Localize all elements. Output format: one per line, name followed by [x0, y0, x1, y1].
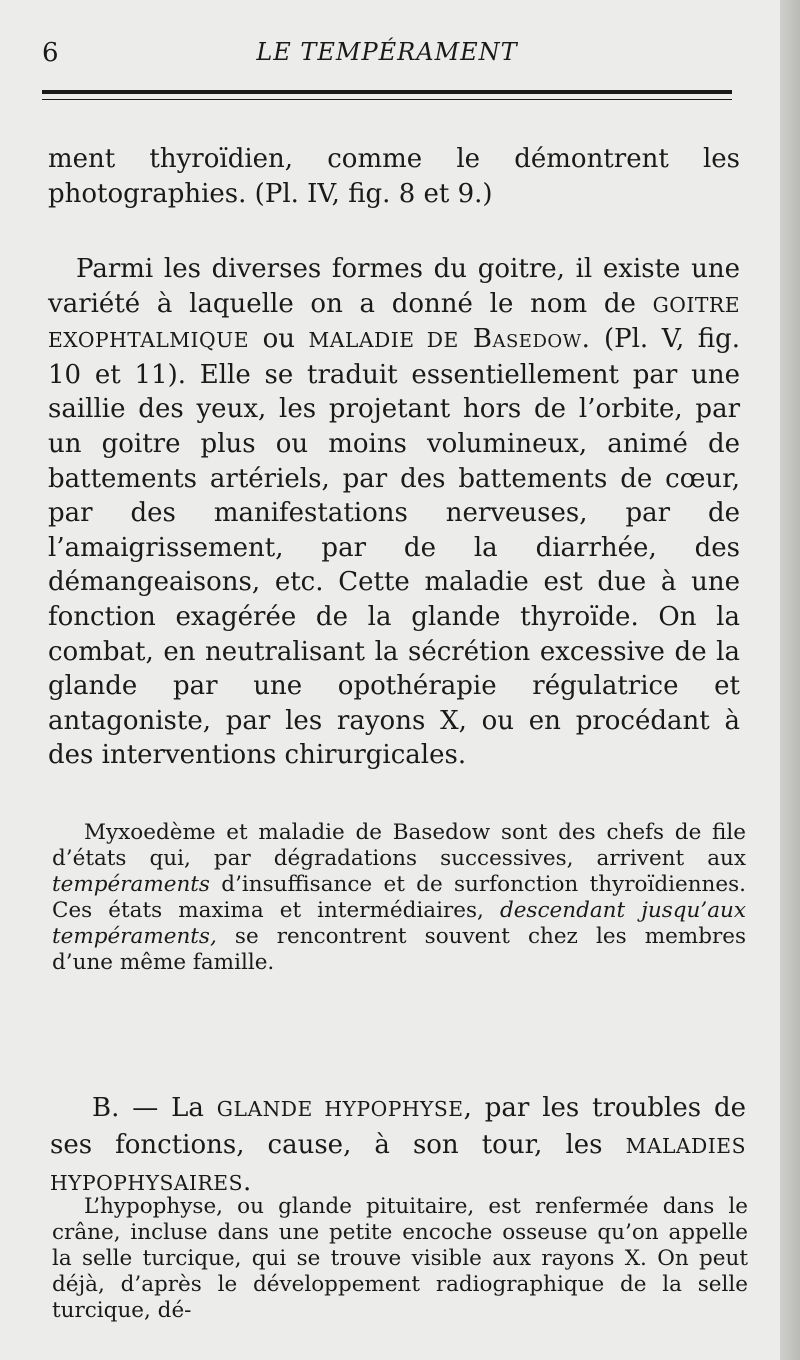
header-rule-thick	[42, 90, 732, 94]
paragraph-5-text: L’hypophyse, ou glande pituitaire, est renfermée dans le crâne, incluse dans une petite encoche osseuse qu’on appelle la selle turcique, qui se trouve visible aux rayons X. On peut déjà, d’après le développement radiographique de la selle turcique, dé-	[52, 1194, 748, 1323]
paragraph-2-or: ou	[249, 324, 309, 355]
header-rule-thin	[42, 99, 732, 100]
paragraph-4-part3: .	[242, 1167, 252, 1197]
paragraph-4-part2: , par les troubles de ses fonctions, cause, à son tour, les	[50, 1093, 747, 1160]
paragraph-2-rest: (Pl. V, fig. 10 et 11). Elle se traduit essentiellement par une saillie des yeux, les projetant hors de l’orbite, par un goitre plus ou moins volumineux, animé de battements artériels, par des battements de cœur, par des manifestations nerveuses, par de l’amaigrissement, par de la diarrhée, des démangeaisons, etc. Cette maladie est due à une fonction exagérée de la glande thyroïde. On la combat, en neutralisant la sécrétion excessive de la glande par une opothérapie régulatrice et antagoniste, par les rayons X, ou en procédant à des interventions chirurgicales.	[48, 324, 741, 771]
term-maladies-hypophysaires: MALADIES HYPOPHYSAIRES	[50, 1134, 746, 1195]
paragraph-4	[50, 1090, 746, 1201]
paragraph-3-part1: Myxoedème et maladie de Basedow sont des chefs de file d’états qui, par dégradations successives, arrivent aux	[52, 820, 746, 871]
term-glande-hypophyse: GLANDE HYPOPHYSE	[216, 1097, 464, 1121]
paragraph-3-part2: d’insuffisance et de surfonction thyroïdiennes. Ces états maxima et intermédiaires,	[52, 872, 746, 923]
term-basedow: Basedow.	[458, 324, 591, 355]
paragraph-2-intro: Parmi les diverses formes du goitre, il existe une variété à laquelle on a donné le nom de	[48, 254, 740, 319]
page-number: 6	[42, 38, 59, 68]
term-goitre-exophtalmique: GOITRE EXOPHTALMIQUE	[48, 292, 740, 353]
paragraph-1	[48, 142, 740, 211]
paragraph-3-part3: se rencontrent souvent chez les membres d’une même famille.	[52, 924, 746, 975]
page-header	[42, 38, 732, 78]
term-maladie-de: MALADIE DE	[308, 328, 459, 353]
paragraph-1-text: ment thyroïdien, comme le démontrent les photographies. (Pl. IV, fig. 8 et 9.)	[48, 144, 740, 209]
paragraph-4-part1: B. — La	[92, 1093, 217, 1123]
paragraph-5	[52, 1194, 748, 1324]
paragraph-3-note	[52, 820, 746, 976]
paragraph-2	[48, 252, 740, 773]
paragraph-3-emphasis-1: tempéraments	[52, 872, 210, 897]
page-edge-shadow	[780, 0, 800, 1360]
running-title: LE TEMPÉRAMENT	[256, 38, 518, 66]
paragraph-3-emphasis-2: descendant jusqu’aux tempéraments,	[52, 898, 746, 949]
